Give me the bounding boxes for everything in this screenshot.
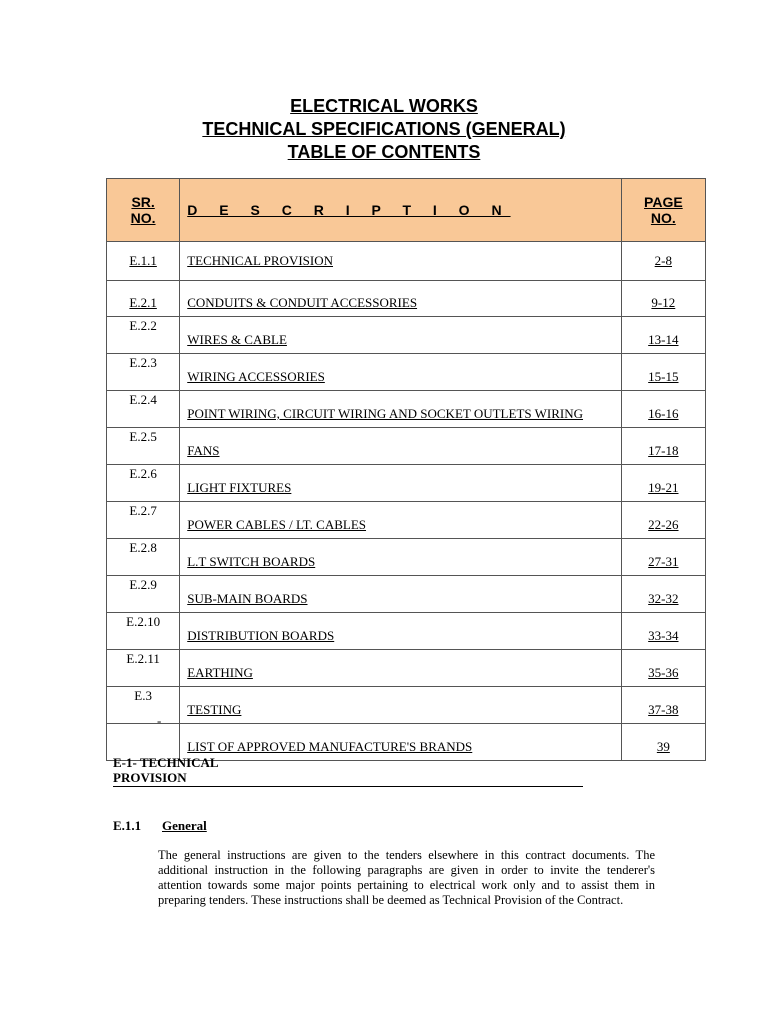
toc-sr-no: E.1.1 bbox=[129, 253, 157, 268]
toc-page-cell bbox=[621, 317, 705, 354]
toc-header-row bbox=[107, 179, 706, 242]
toc-desc-cell bbox=[180, 613, 621, 650]
toc-desc-cell bbox=[180, 650, 621, 687]
sr-header-line1: SR. bbox=[131, 194, 155, 210]
toc-page-link[interactable]: 16-16 bbox=[648, 406, 679, 421]
toc-sr-cell bbox=[107, 428, 180, 465]
toc-row bbox=[107, 242, 706, 281]
toc-sr-no: E.2.4 bbox=[129, 392, 157, 407]
toc-sr-cell bbox=[107, 613, 180, 650]
toc-description-link[interactable]: POINT WIRING, CIRCUIT WIRING AND SOCKET OUTLETS WIRING bbox=[187, 406, 584, 421]
toc-sr-no: E.2.11 bbox=[126, 651, 160, 666]
toc-row bbox=[107, 465, 706, 502]
toc-page-link[interactable]: 19-21 bbox=[648, 480, 679, 495]
toc-page-cell bbox=[621, 576, 705, 613]
subsection-title: General bbox=[162, 818, 207, 833]
toc-table bbox=[106, 178, 706, 761]
toc-row bbox=[107, 281, 706, 317]
toc-page-cell bbox=[621, 539, 705, 576]
toc-page-cell bbox=[621, 502, 705, 539]
toc-page-link[interactable]: 9-12 bbox=[651, 295, 676, 310]
subsection-number: E.1.1 bbox=[113, 818, 142, 833]
doc-subtitle: TECHNICAL SPECIFICATIONS (GENERAL) bbox=[202, 119, 566, 139]
sr-header-line2: NO. bbox=[130, 210, 156, 226]
section-title bbox=[113, 755, 583, 787]
section-title-line2: PROVISION bbox=[113, 770, 187, 785]
toc-sr-cell bbox=[107, 317, 180, 354]
toc-row bbox=[107, 502, 706, 539]
toc-sr-no: E.2.9 bbox=[129, 577, 157, 592]
toc-page-cell bbox=[621, 391, 705, 428]
page-no-header bbox=[621, 179, 705, 242]
toc-page-link[interactable]: 33-34 bbox=[648, 628, 679, 643]
toc-sr-cell bbox=[107, 687, 180, 724]
doc-title: ELECTRICAL WORKS bbox=[290, 96, 478, 116]
toc-row bbox=[107, 428, 706, 465]
toc-desc-cell bbox=[180, 317, 621, 354]
toc-page-link[interactable]: 13-14 bbox=[648, 332, 679, 347]
toc-description-link[interactable]: TESTING bbox=[187, 702, 242, 717]
toc-page-link[interactable]: 22-26 bbox=[648, 517, 679, 532]
toc-row bbox=[107, 650, 706, 687]
toc-page-cell bbox=[621, 281, 705, 317]
toc-sr-no: E.2.10 bbox=[126, 614, 161, 629]
toc-page-link[interactable]: 2-8 bbox=[654, 253, 673, 268]
toc-sr-cell bbox=[107, 281, 180, 317]
toc-description-link[interactable]: TECHNICAL PROVISION bbox=[187, 253, 334, 268]
toc-sr-no: E.2.3 bbox=[129, 355, 157, 370]
toc-row bbox=[107, 317, 706, 354]
toc-page-cell bbox=[621, 465, 705, 502]
toc-sr-cell bbox=[107, 465, 180, 502]
toc-sr-no: E.2.5 bbox=[129, 429, 157, 444]
toc-page-cell bbox=[621, 354, 705, 391]
toc-description-link[interactable]: LIST OF APPROVED MANUFACTURE'S BRANDS bbox=[187, 739, 473, 754]
toc-page-cell bbox=[621, 428, 705, 465]
toc-desc-cell bbox=[180, 539, 621, 576]
toc-page-cell bbox=[621, 242, 705, 281]
toc-desc-cell bbox=[180, 281, 621, 317]
toc-page-link[interactable]: 27-31 bbox=[648, 554, 679, 569]
description-header: D E S C R I P T I O N bbox=[180, 179, 621, 242]
toc-sr-no: E.2.8 bbox=[129, 540, 157, 555]
toc-description-link[interactable]: WIRING ACCESSORIES bbox=[187, 369, 325, 384]
toc-desc-cell bbox=[180, 242, 621, 281]
toc-sr-no: E.2.6 bbox=[129, 466, 157, 481]
toc-sr-cell bbox=[107, 502, 180, 539]
page-header-line1: PAGE bbox=[644, 194, 683, 210]
toc-description-link[interactable]: CONDUITS & CONDUIT ACCESSORIES bbox=[187, 295, 418, 310]
toc-page-link[interactable]: 35-36 bbox=[648, 665, 679, 680]
toc-sr-cell bbox=[107, 539, 180, 576]
toc-page-cell bbox=[621, 613, 705, 650]
sr-no-header bbox=[107, 179, 180, 242]
toc-sr-no: E.2.2 bbox=[129, 318, 157, 333]
toc-row bbox=[107, 687, 706, 724]
toc-description-link[interactable]: SUB-MAIN BOARDS bbox=[187, 591, 308, 606]
toc-page-cell bbox=[621, 724, 705, 761]
toc-row bbox=[107, 576, 706, 613]
toc-sr-no: E.2.1 bbox=[129, 295, 157, 310]
toc-body bbox=[107, 242, 706, 761]
toc-desc-cell bbox=[180, 391, 621, 428]
toc-row bbox=[107, 391, 706, 428]
page-header-line2: NO. bbox=[650, 210, 676, 226]
toc-sr-cell bbox=[107, 650, 180, 687]
toc-description-link[interactable]: FANS bbox=[187, 443, 220, 458]
toc-description-link[interactable]: DISTRIBUTION BOARDS bbox=[187, 628, 335, 643]
toc-description-link[interactable]: EARTHING bbox=[187, 665, 253, 680]
toc-desc-cell bbox=[180, 354, 621, 391]
toc-desc-cell bbox=[180, 576, 621, 613]
section-title-line1: E-1- TECHNICAL bbox=[113, 755, 219, 770]
toc-description-link[interactable]: LIGHT FIXTURES bbox=[187, 480, 292, 495]
toc-row bbox=[107, 539, 706, 576]
toc-sr-cell bbox=[107, 391, 180, 428]
toc-sr-no: E.2.7 bbox=[129, 503, 157, 518]
toc-row bbox=[107, 354, 706, 391]
toc-desc-cell bbox=[180, 428, 621, 465]
toc-page-link[interactable]: 15-15 bbox=[648, 369, 679, 384]
toc-description-link[interactable]: POWER CABLES / LT. CABLES bbox=[187, 517, 367, 532]
toc-page-cell bbox=[621, 687, 705, 724]
toc-sr-no: E.3 bbox=[134, 688, 152, 703]
dash-mark: - bbox=[157, 713, 162, 728]
toc-page-link[interactable]: 17-18 bbox=[648, 443, 679, 458]
toc-page-cell bbox=[621, 650, 705, 687]
toc-page-link[interactable]: 32-32 bbox=[648, 591, 679, 606]
toc-description-link[interactable]: WIRES & CABLE bbox=[187, 332, 287, 347]
toc-description-link[interactable]: L.T SWITCH BOARDS bbox=[187, 554, 316, 569]
toc-title: TABLE OF CONTENTS bbox=[287, 142, 481, 162]
toc-page-link[interactable]: 37-38 bbox=[648, 702, 679, 717]
toc-sr-cell bbox=[107, 242, 180, 281]
toc-sr-cell bbox=[107, 354, 180, 391]
toc-desc-cell bbox=[180, 502, 621, 539]
section-paragraph: The general instructions are given to the tenders elsewhere in this contract documents. The additional instruction in the following paragraphs are given in order to invite the tenderer's attention towards some major points pertaining to electrical work only and to assist them in preparing tenders. These instructions shall be deemed as Technical Provision of the Contract. bbox=[158, 848, 655, 907]
toc-sr-cell bbox=[107, 576, 180, 613]
toc-desc-cell bbox=[180, 687, 621, 724]
toc-row bbox=[107, 613, 706, 650]
toc-page-link[interactable]: 39 bbox=[656, 739, 670, 754]
toc-desc-cell bbox=[180, 465, 621, 502]
